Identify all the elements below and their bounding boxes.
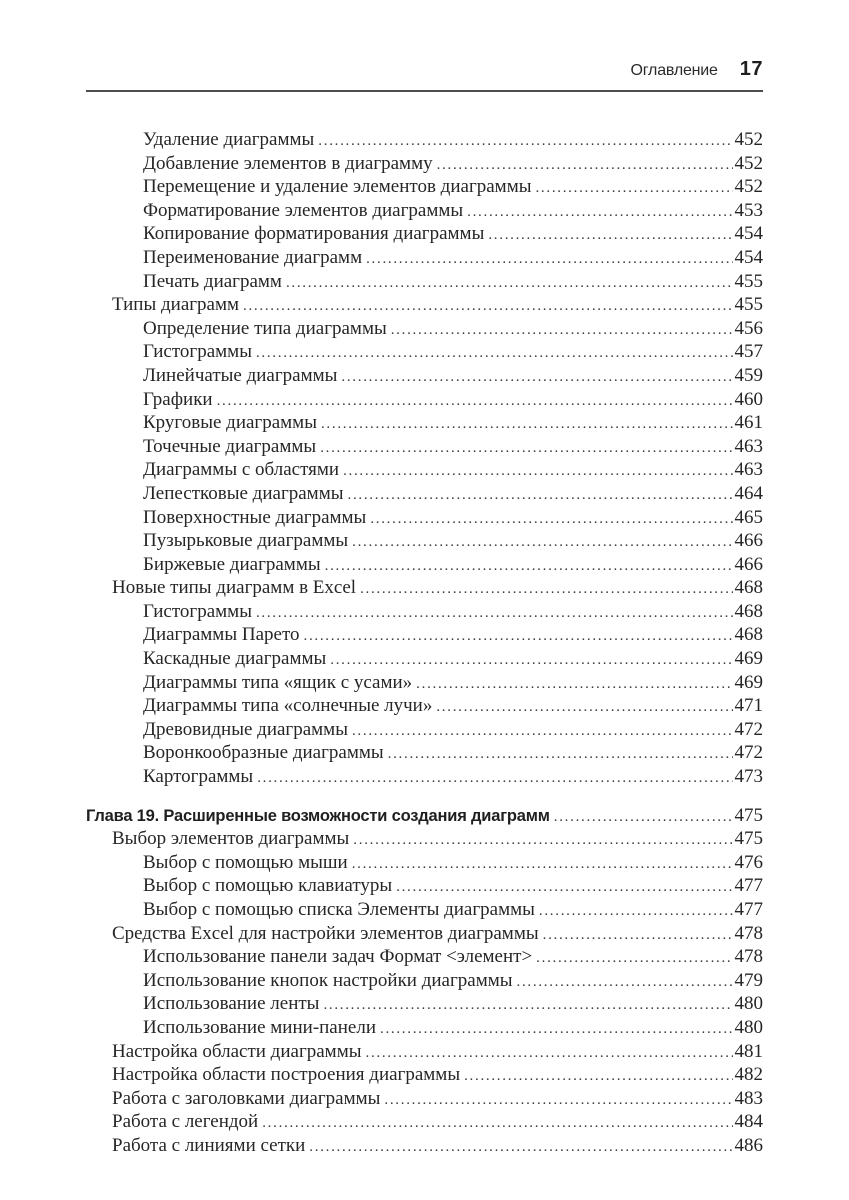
dot-leader (535, 176, 732, 200)
toc-entry-title: Диаграммы типа «солнечные лучи» (143, 695, 433, 717)
toc-list (86, 129, 763, 1159)
dot-leader (325, 554, 733, 578)
toc-entry (86, 365, 763, 389)
toc-entry-title: Точечные диаграммы (143, 435, 317, 457)
dot-leader (437, 153, 733, 177)
toc-entry-title: Глава 19. Расширенные возможности создания диаграмм (86, 806, 550, 825)
toc-entry (86, 176, 763, 200)
toc-entry (86, 719, 763, 743)
toc-entry-page: 478 (734, 946, 763, 968)
toc-entry-title: Определение типа диаграммы (143, 317, 387, 339)
toc-entry (86, 899, 763, 923)
dot-leader (309, 1135, 732, 1159)
header-rule (86, 90, 763, 92)
toc-entry-title: Диаграммы типа «ящик с усами» (143, 671, 413, 693)
toc-entry-page: 480 (734, 1016, 763, 1038)
toc-entry-page: 455 (734, 294, 763, 316)
toc-entry-page: 466 (734, 530, 763, 552)
toc-entry (86, 946, 763, 970)
toc-entry-page: 479 (734, 969, 763, 991)
running-head (86, 58, 763, 81)
toc-entry (86, 828, 763, 852)
toc-entry-page: 484 (734, 1111, 763, 1133)
dot-leader (353, 828, 732, 852)
dot-leader (416, 672, 732, 696)
toc-entry (86, 389, 763, 413)
toc-entry-title: Пузырьковые диаграммы (143, 530, 349, 552)
toc-entry-page: 454 (734, 246, 763, 268)
dot-leader (341, 365, 732, 389)
toc-entry-title: Диаграммы с областями (143, 459, 340, 481)
toc-entry (86, 530, 763, 554)
toc-entry-page: 454 (734, 223, 763, 245)
toc-entry-title: Работа с заголовками диаграммы (112, 1087, 381, 1109)
dot-leader (360, 577, 732, 601)
toc-entry (86, 672, 763, 696)
dot-leader (304, 624, 733, 648)
toc-entry (86, 1111, 763, 1135)
toc-entry (86, 601, 763, 625)
dot-leader (352, 719, 733, 743)
toc-entry-title: Выбор элементов диаграммы (112, 828, 350, 850)
toc-entry-page: 472 (734, 742, 763, 764)
toc-entry-title: Переименование диаграмм (143, 246, 363, 268)
toc-entry-title: Копирование форматирования диаграммы (143, 223, 485, 245)
running-head-page-number: 17 (739, 58, 763, 80)
dot-leader (543, 923, 733, 947)
toc-entry-title: Использование ленты (143, 993, 320, 1015)
toc-entry-title: Древовидные диаграммы (143, 718, 348, 740)
dot-leader (391, 318, 733, 342)
toc-entry (86, 341, 763, 365)
toc-entry-title: Использование панели задач Формат <элемент> (143, 946, 533, 968)
toc-entry-title: Перемещение и удаление элементов диаграммы (143, 176, 532, 198)
dot-leader (396, 875, 732, 899)
toc-entry-title: Добавление элементов в диаграмму (143, 152, 433, 174)
toc-entry-title: Использование кнопок настройки диаграммы (143, 969, 513, 991)
dot-leader (352, 530, 732, 554)
dot-leader (256, 601, 733, 625)
toc-entry (86, 247, 763, 271)
dot-leader (384, 1088, 732, 1112)
toc-entry-title: Удаление диаграммы (143, 129, 315, 150)
toc-entry-page: 460 (734, 388, 763, 410)
toc-entry-page: 463 (734, 459, 763, 481)
toc-entry-page: 466 (734, 553, 763, 575)
dot-leader (436, 695, 732, 719)
toc-entry-title: Настройка области диаграммы (112, 1040, 362, 1062)
dot-leader (388, 742, 733, 766)
toc-entry-title: Печать диаграмм (143, 270, 282, 292)
toc-entry-page: 477 (734, 875, 763, 897)
toc-entry (86, 1135, 763, 1159)
dot-leader (464, 1064, 732, 1088)
toc-entry-page: 452 (734, 176, 763, 198)
toc-entry-title: Выбор с помощью списка Элементы диаграммы (143, 899, 535, 920)
toc-entry-title: Каскадные диаграммы (143, 648, 327, 670)
toc-entry-page: 457 (734, 341, 763, 363)
dot-leader (366, 1041, 733, 1065)
toc-entry (86, 742, 763, 766)
toc-entry-page: 452 (734, 152, 763, 174)
toc-entry (86, 875, 763, 899)
toc-entry-page: 483 (734, 1087, 763, 1109)
toc-entry-page: 464 (734, 482, 763, 504)
toc-entry (86, 412, 763, 436)
toc-entry-title: Использование мини-панели (143, 1016, 376, 1038)
toc-entry-page: 478 (734, 922, 763, 944)
toc-entry-title: Поверхностные диаграммы (143, 506, 367, 528)
toc-entry (86, 153, 763, 177)
toc-entry-page: 476 (734, 851, 763, 873)
dot-leader (321, 412, 733, 436)
dot-leader (323, 993, 732, 1017)
toc-entry-page: 475 (734, 804, 763, 826)
toc-entry (86, 993, 763, 1017)
toc-entry-title: Новые типы диаграмм в Excel (112, 577, 357, 599)
toc-entry-title: Работа с легендой (112, 1111, 259, 1133)
toc-entry (86, 554, 763, 578)
dot-leader (488, 223, 732, 247)
toc-entry-title: Лепестковые диаграммы (143, 482, 344, 504)
toc-entry (86, 294, 763, 318)
toc-entry-page: 473 (734, 766, 763, 788)
toc-entry (86, 200, 763, 224)
toc-entry-page: 455 (734, 270, 763, 292)
toc-entry-title: Работа с линиями сетки (112, 1134, 306, 1156)
toc-entry (86, 459, 763, 483)
dot-leader (330, 648, 732, 672)
toc-entry (86, 852, 763, 876)
toc-entry-title: Выбор с помощью мыши (143, 851, 348, 873)
toc-entry-page: 456 (734, 317, 763, 339)
toc-entry-page: 453 (734, 199, 763, 221)
dot-leader (256, 341, 733, 365)
dot-leader (380, 1017, 733, 1041)
toc-entry (86, 129, 763, 153)
toc-entry-page: 471 (734, 695, 763, 717)
toc-entry-page: 463 (734, 435, 763, 457)
toc-entry-title: Диаграммы Парето (143, 624, 300, 646)
toc-entry (86, 1017, 763, 1041)
toc-entry-title: Гистограммы (143, 341, 252, 363)
toc-entry (86, 436, 763, 460)
toc-entry-title: Средства Excel для настройки элементов диаграммы (112, 922, 539, 944)
toc-entry-page: 472 (734, 718, 763, 740)
toc-entry-page: 486 (734, 1134, 763, 1156)
toc-entry-title: Настройка области построения диаграммы (112, 1064, 461, 1086)
dot-leader (517, 970, 733, 994)
toc-entry-title: Форматирование элементов диаграммы (143, 199, 464, 221)
toc-entry (86, 1064, 763, 1088)
toc-entry-page: 477 (734, 899, 763, 920)
dot-leader (243, 294, 732, 318)
toc-entry-page: 465 (734, 506, 763, 528)
toc-entry-title: Линейчатые диаграммы (143, 364, 338, 386)
dot-leader (467, 200, 732, 224)
toc-entry-title: Типы диаграмм (112, 294, 240, 316)
toc-entry (86, 271, 763, 295)
dot-leader (262, 1111, 732, 1135)
dot-leader (352, 852, 733, 876)
toc-entry-page: 475 (734, 828, 763, 850)
dot-leader (343, 459, 732, 483)
toc-entry-title: Воронкообразные диаграммы (143, 742, 384, 764)
toc-entry (86, 1088, 763, 1112)
toc-entry-page: 468 (734, 577, 763, 599)
toc-entry-page: 459 (734, 364, 763, 386)
toc-entry (86, 970, 763, 994)
toc-entry (86, 1041, 763, 1065)
toc-entry-page: 469 (734, 648, 763, 670)
toc-entry-page: 482 (734, 1064, 763, 1086)
dot-leader (217, 389, 733, 413)
toc-entry-page: 461 (734, 412, 763, 434)
dot-leader (366, 247, 732, 271)
dot-leader (286, 271, 733, 295)
toc-entry-page: 469 (734, 671, 763, 693)
toc-entry (86, 624, 763, 648)
toc-entry (86, 483, 763, 507)
toc-entry (86, 318, 763, 342)
dot-leader (554, 805, 733, 829)
dot-leader (370, 507, 732, 531)
toc-entry-page: 468 (734, 600, 763, 622)
toc-entry (86, 223, 763, 247)
dot-leader (348, 483, 733, 507)
toc-entry (86, 577, 763, 601)
dot-leader (320, 436, 732, 460)
toc-entry-page: 481 (734, 1040, 763, 1062)
toc-entry-title: Выбор с помощью клавиатуры (143, 875, 393, 897)
toc-entry (86, 923, 763, 947)
toc-entry-page: 468 (734, 624, 763, 646)
toc-entry-title: Круговые диаграммы (143, 412, 317, 434)
toc-entry-title: Графики (143, 388, 213, 410)
toc-entry (86, 648, 763, 672)
toc-entry (86, 805, 763, 829)
dot-leader (257, 766, 732, 790)
dot-leader (318, 129, 732, 153)
toc-entry (86, 507, 763, 531)
toc-entry-title: Биржевые диаграммы (143, 553, 321, 575)
toc-entry-page: 480 (734, 993, 763, 1015)
dot-leader (539, 899, 733, 923)
toc-entry (86, 695, 763, 719)
toc-entry-title: Картограммы (143, 766, 254, 788)
running-head-title: Оглавление (630, 62, 718, 79)
toc-entry-page: 452 (734, 129, 763, 150)
toc-entry (86, 766, 763, 790)
dot-leader (536, 946, 732, 970)
toc-entry-title: Гистограммы (143, 600, 252, 622)
